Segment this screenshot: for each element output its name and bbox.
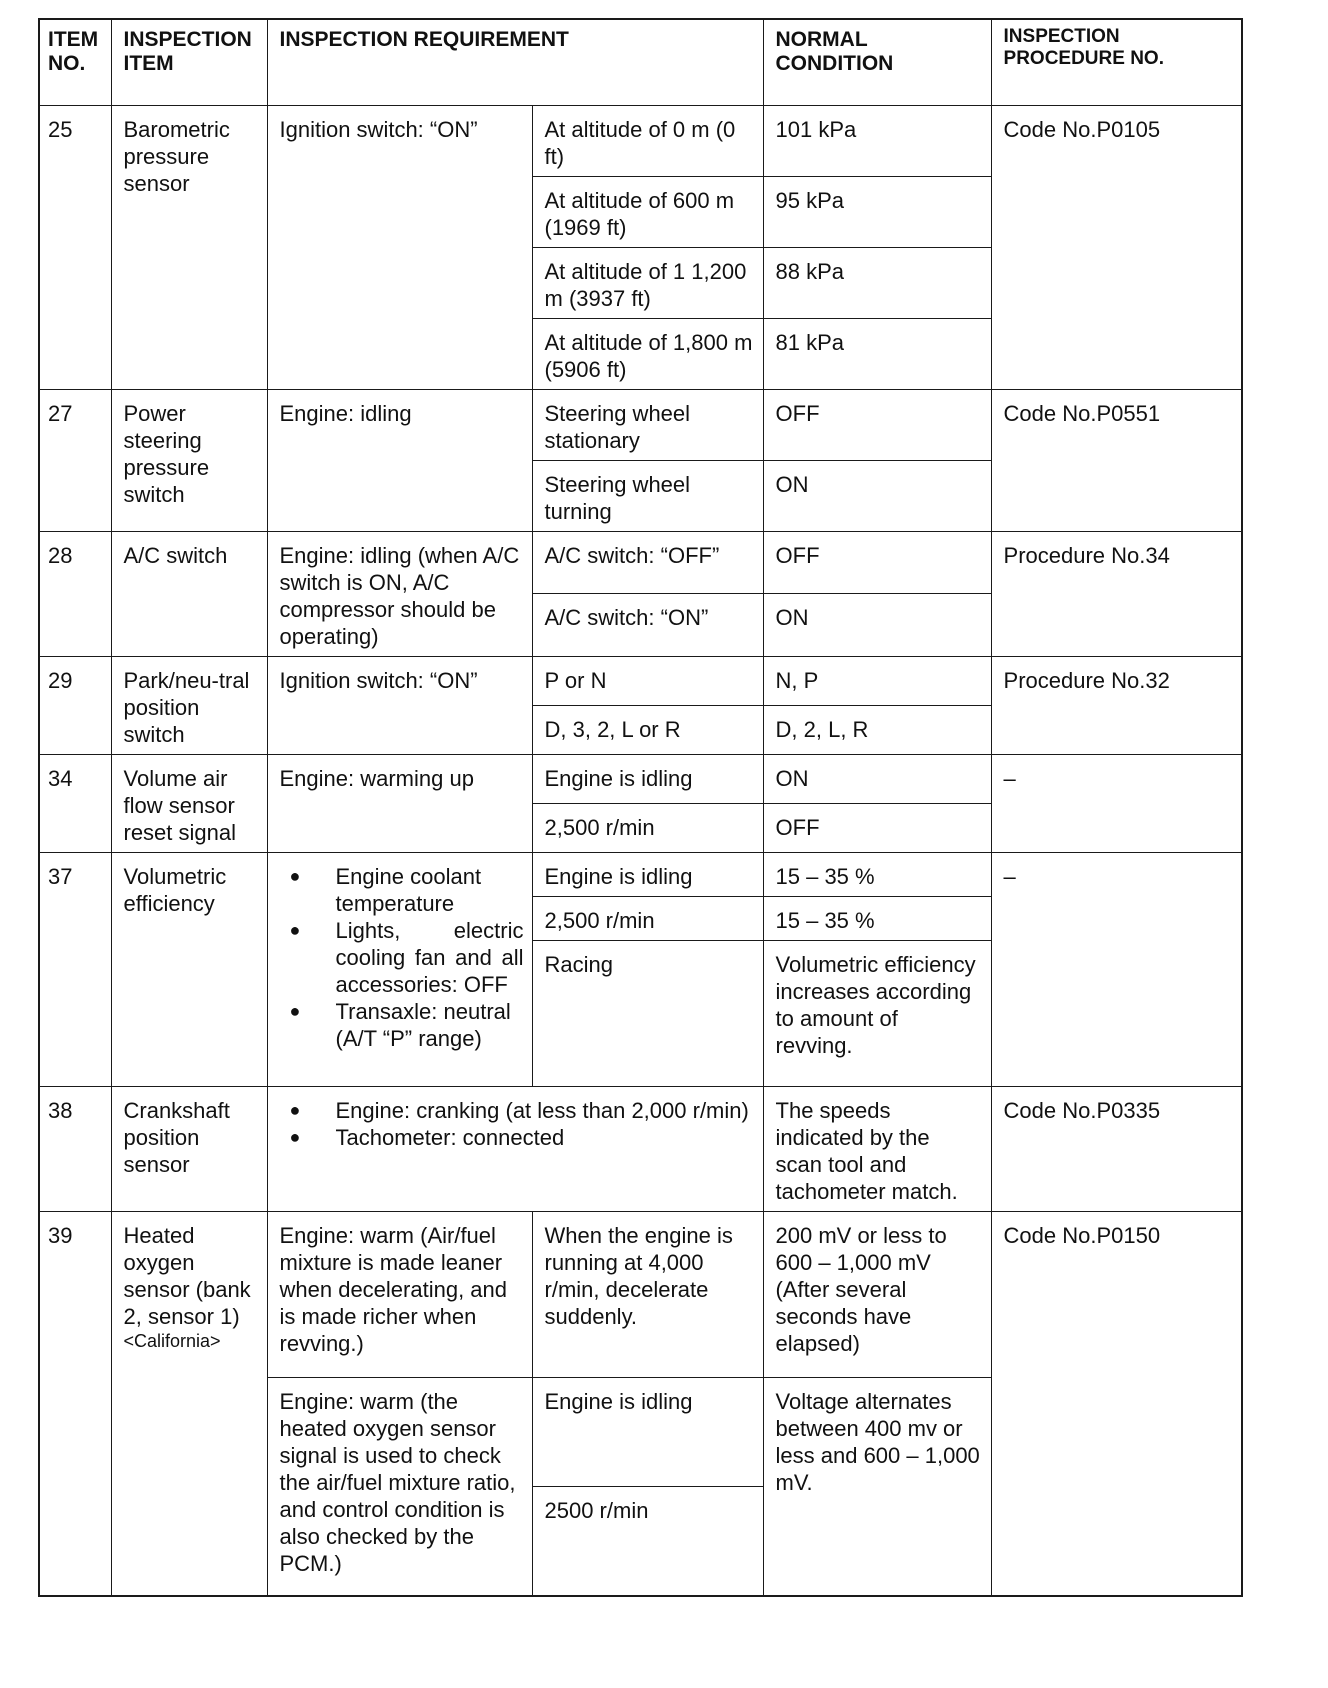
- sub-condition: At altitude of 1 1,200 m (3937 ft): [532, 247, 763, 318]
- table-row: [39, 754, 1242, 803]
- header-item-no: ITEM NO.: [39, 19, 111, 105]
- table-row: [39, 531, 1242, 594]
- bullet-item: ● Engine: cranking (at less than 2,000 r/min): [336, 1097, 753, 1124]
- procedure-no: –: [991, 852, 1242, 1086]
- inspection-requirement: Engine: warming up: [267, 754, 532, 852]
- procedure-no: Procedure No.32: [991, 656, 1242, 754]
- inspection-table: [38, 18, 1243, 1597]
- inspection-item: Crankshaft position sensor: [111, 1086, 267, 1211]
- sub-condition: P or N: [532, 656, 763, 705]
- sub-condition: 2,500 r/min: [532, 803, 763, 852]
- inspection-requirement: Ignition switch: “ON”: [267, 105, 532, 389]
- inspection-requirement: [267, 852, 532, 1086]
- sub-condition: A/C switch: “OFF”: [532, 531, 763, 594]
- requirement-bullet-list: [280, 1097, 753, 1151]
- normal-condition: ON: [763, 754, 991, 803]
- inspection-document: [38, 18, 1241, 1597]
- inspection-requirement: Engine: warm (Air/fuel mixture is made leaner when decelerating, and is made richer when revving.): [267, 1211, 532, 1377]
- item-no: 39: [39, 1211, 111, 1596]
- item-no: 25: [39, 105, 111, 389]
- table-row: [39, 1211, 1242, 1377]
- header-procedure-no: INSPECTION PROCEDURE NO.: [991, 19, 1242, 105]
- sub-condition: 2,500 r/min: [532, 896, 763, 940]
- inspection-requirement: Engine: idling: [267, 389, 532, 531]
- normal-condition: 101 kPa: [763, 105, 991, 176]
- normal-condition: 200 mV or less to 600 – 1,000 mV (After several seconds have elapsed): [763, 1211, 991, 1377]
- normal-condition: ON: [763, 594, 991, 657]
- sub-condition: At altitude of 0 m (0 ft): [532, 105, 763, 176]
- bullet-item: ● Tachometer: connected: [336, 1124, 753, 1151]
- sub-condition: A/C switch: “ON”: [532, 594, 763, 657]
- inspection-requirement: [267, 1086, 763, 1211]
- sub-condition: 2500 r/min: [532, 1486, 763, 1596]
- inspection-requirement: Engine: idling (when A/C switch is ON, A/C compressor should be operating): [267, 531, 532, 656]
- normal-condition: N, P: [763, 656, 991, 705]
- sub-condition: Racing: [532, 940, 763, 1086]
- inspection-item-note: <California>: [123, 1330, 221, 1351]
- table-row: [39, 656, 1242, 705]
- table-row: [39, 1086, 1242, 1211]
- inspection-requirement: Ignition switch: “ON”: [267, 656, 532, 754]
- item-no: 38: [39, 1086, 111, 1211]
- item-no: 27: [39, 389, 111, 531]
- normal-condition: 81 kPa: [763, 318, 991, 389]
- item-no: 34: [39, 754, 111, 852]
- inspection-item: Power steering pressure switch: [111, 389, 267, 531]
- normal-condition: OFF: [763, 389, 991, 460]
- item-no: 28: [39, 531, 111, 656]
- item-no: 37: [39, 852, 111, 1086]
- inspection-item: Park/neu-tral position switch: [111, 656, 267, 754]
- procedure-no: Code No.P0105: [991, 105, 1242, 389]
- normal-condition: D, 2, L, R: [763, 705, 991, 754]
- normal-condition: ON: [763, 460, 991, 531]
- table-row: [39, 852, 1242, 896]
- procedure-no: –: [991, 754, 1242, 852]
- normal-condition: 95 kPa: [763, 176, 991, 247]
- normal-condition: The speeds indicated by the scan tool and tachometer match.: [763, 1086, 991, 1211]
- procedure-no: Code No.P0335: [991, 1086, 1242, 1211]
- sub-condition: Steering wheel turning: [532, 460, 763, 531]
- inspection-item: Barometric pressure sensor: [111, 105, 267, 389]
- sub-condition: At altitude of 600 m (1969 ft): [532, 176, 763, 247]
- normal-condition: 15 – 35 %: [763, 852, 991, 896]
- normal-condition: Volumetric efficiency increases according to amount of revving.: [763, 940, 991, 1086]
- sub-condition: Steering wheel stationary: [532, 389, 763, 460]
- inspection-item: [111, 1211, 267, 1596]
- header-inspection-requirement: INSPECTION REQUIREMENT: [267, 19, 763, 105]
- normal-condition: OFF: [763, 531, 991, 594]
- inspection-item: A/C switch: [111, 531, 267, 656]
- header-inspection-item: INSPECTION ITEM: [111, 19, 267, 105]
- procedure-no: Procedure No.34: [991, 531, 1242, 656]
- inspection-requirement: Engine: warm (the heated oxygen sensor signal is used to check the air/fuel mixture ratio, and control condition is also checked by the PCM.): [267, 1377, 532, 1596]
- procedure-no: Code No.P0551: [991, 389, 1242, 531]
- bullet-item: ● Engine coolant temperature: [336, 863, 524, 917]
- inspection-item-label: Heated oxygen sensor (bank 2, sensor 1): [123, 1222, 251, 1329]
- sub-condition: Engine is idling: [532, 852, 763, 896]
- normal-condition: OFF: [763, 803, 991, 852]
- requirement-bullet-list: [280, 863, 524, 1052]
- bullet-item: ● Lights, electric cooling fan and all accessories: OFF: [336, 917, 524, 998]
- table-row: [39, 389, 1242, 460]
- header-normal-condition: NORMAL CONDITION: [763, 19, 991, 105]
- item-no: 29: [39, 656, 111, 754]
- sub-condition: Engine is idling: [532, 754, 763, 803]
- header-row: [39, 19, 1242, 105]
- procedure-no: Code No.P0150: [991, 1211, 1242, 1596]
- table-row: [39, 105, 1242, 176]
- sub-condition: At altitude of 1,800 m (5906 ft): [532, 318, 763, 389]
- inspection-item: Volume air flow sensor reset signal: [111, 754, 267, 852]
- sub-condition: D, 3, 2, L or R: [532, 705, 763, 754]
- normal-condition: 88 kPa: [763, 247, 991, 318]
- normal-condition: 15 – 35 %: [763, 896, 991, 940]
- sub-condition: Engine is idling: [532, 1377, 763, 1486]
- bullet-item: ● Transaxle: neutral (A/T “P” range): [336, 998, 524, 1052]
- inspection-item: Volumetric efficiency: [111, 852, 267, 1086]
- normal-condition: Voltage alternates between 400 mv or less and 600 – 1,000 mV.: [763, 1377, 991, 1596]
- sub-condition: When the engine is running at 4,000 r/min, decelerate suddenly.: [532, 1211, 763, 1377]
